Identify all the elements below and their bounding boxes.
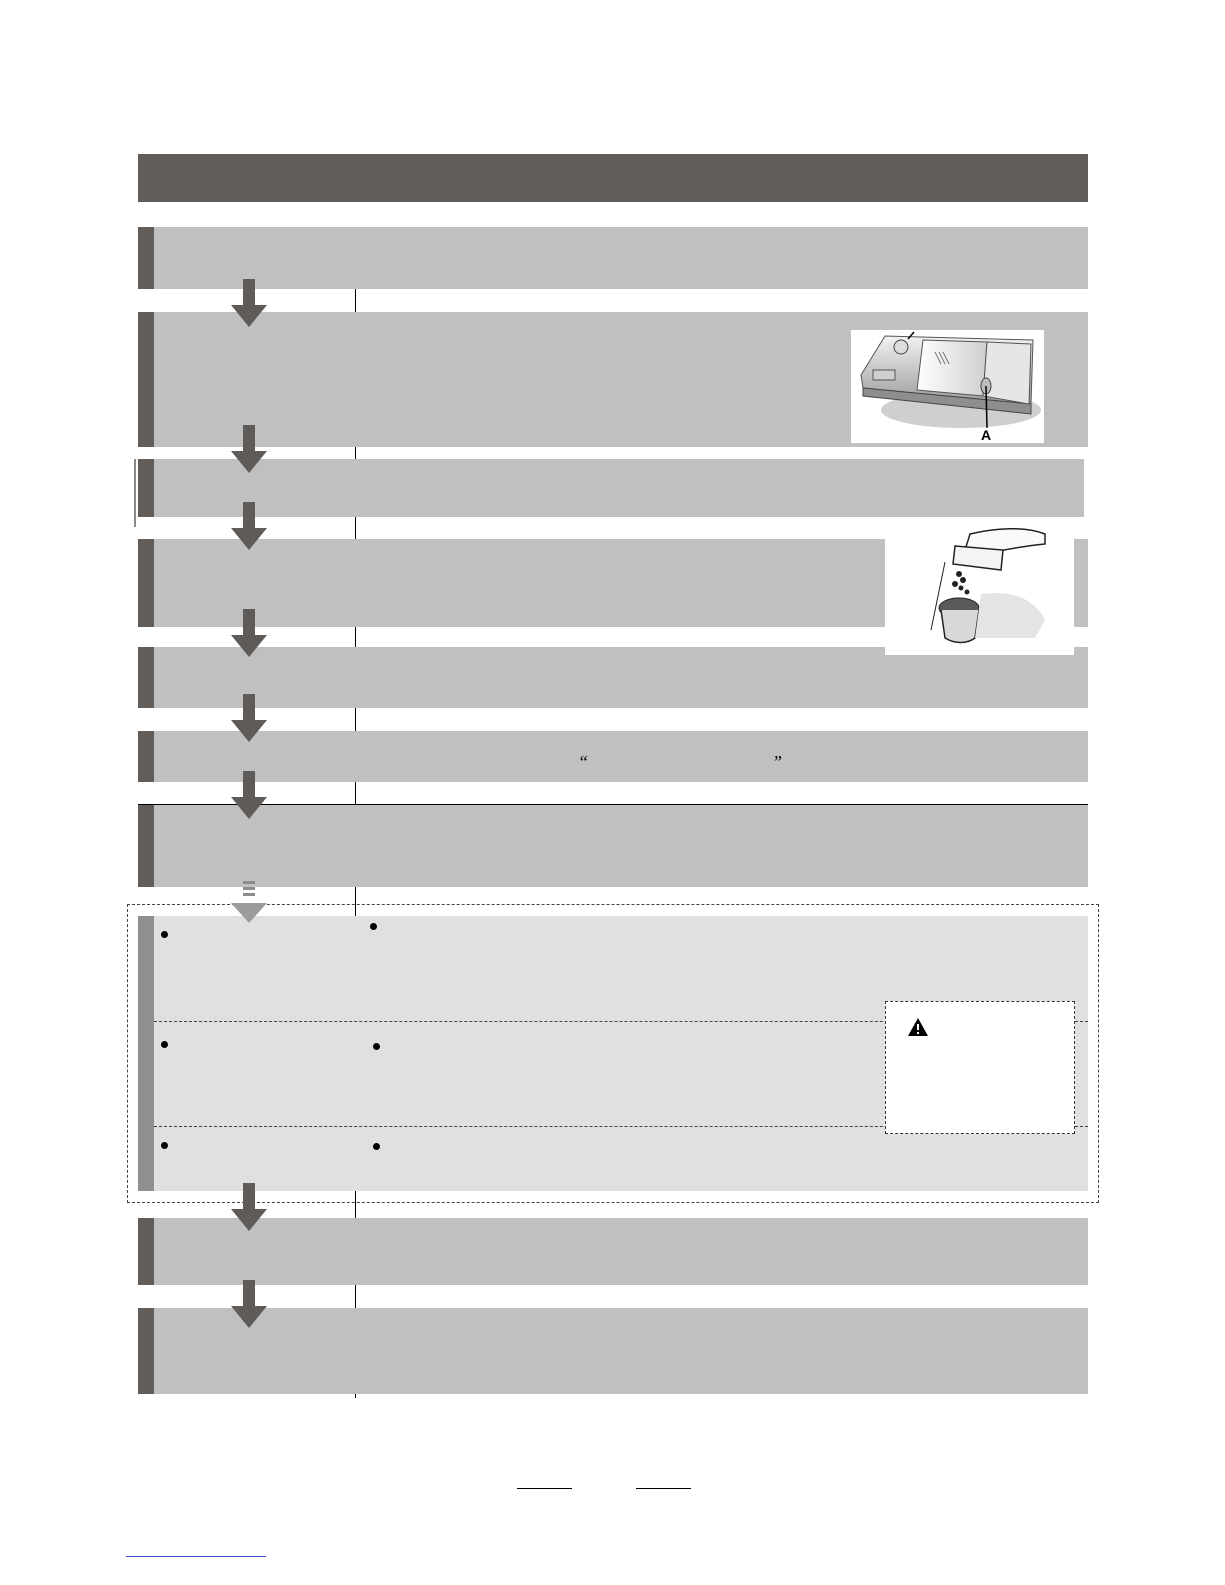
down-arrow-icon bbox=[229, 502, 269, 552]
step-row-8 bbox=[138, 1218, 1088, 1285]
bullet bbox=[161, 1142, 168, 1149]
step-tab bbox=[138, 731, 154, 782]
footer-rule-left bbox=[517, 1488, 572, 1489]
row-3-edge-mark bbox=[134, 459, 136, 527]
step-tab bbox=[138, 312, 154, 447]
dashed-down-arrow-icon bbox=[229, 879, 269, 929]
step-row-1 bbox=[138, 227, 1088, 289]
salt-pouring-illustration bbox=[885, 520, 1074, 655]
footer-rule-right bbox=[636, 1488, 691, 1489]
step-row-6 bbox=[138, 731, 1088, 782]
step-tab bbox=[138, 459, 154, 517]
section-header-bar bbox=[138, 154, 1088, 202]
bullet bbox=[373, 1143, 380, 1150]
step-row-5 bbox=[138, 647, 1088, 708]
step-tab bbox=[138, 227, 154, 289]
warning-box bbox=[885, 1001, 1075, 1134]
down-arrow-icon bbox=[229, 279, 269, 329]
down-arrow-icon bbox=[229, 609, 269, 659]
bullet bbox=[373, 1043, 380, 1050]
bullet bbox=[370, 923, 377, 930]
detergent-dispenser-illustration bbox=[851, 330, 1044, 443]
step-row-9 bbox=[138, 1308, 1088, 1394]
bullet bbox=[161, 931, 168, 938]
step-tab bbox=[138, 1308, 154, 1394]
step-tab bbox=[138, 539, 154, 627]
figure-label-a: A bbox=[981, 427, 992, 443]
bullet bbox=[161, 1041, 168, 1048]
down-arrow-icon bbox=[229, 425, 269, 475]
down-arrow-icon bbox=[229, 1183, 269, 1233]
step-row-3 bbox=[138, 459, 1084, 517]
step-tab bbox=[138, 647, 154, 708]
step-tab bbox=[138, 1218, 154, 1285]
down-arrow-icon bbox=[229, 771, 269, 821]
step-row-7 bbox=[138, 805, 1088, 887]
open-quote: “ bbox=[578, 752, 589, 772]
warning-triangle-icon bbox=[907, 1017, 929, 1037]
down-arrow-icon bbox=[229, 1280, 269, 1330]
footer-link-underline bbox=[126, 1556, 266, 1557]
down-arrow-icon bbox=[229, 694, 269, 744]
step-tab bbox=[138, 805, 154, 887]
close-quote: ” bbox=[772, 752, 783, 772]
